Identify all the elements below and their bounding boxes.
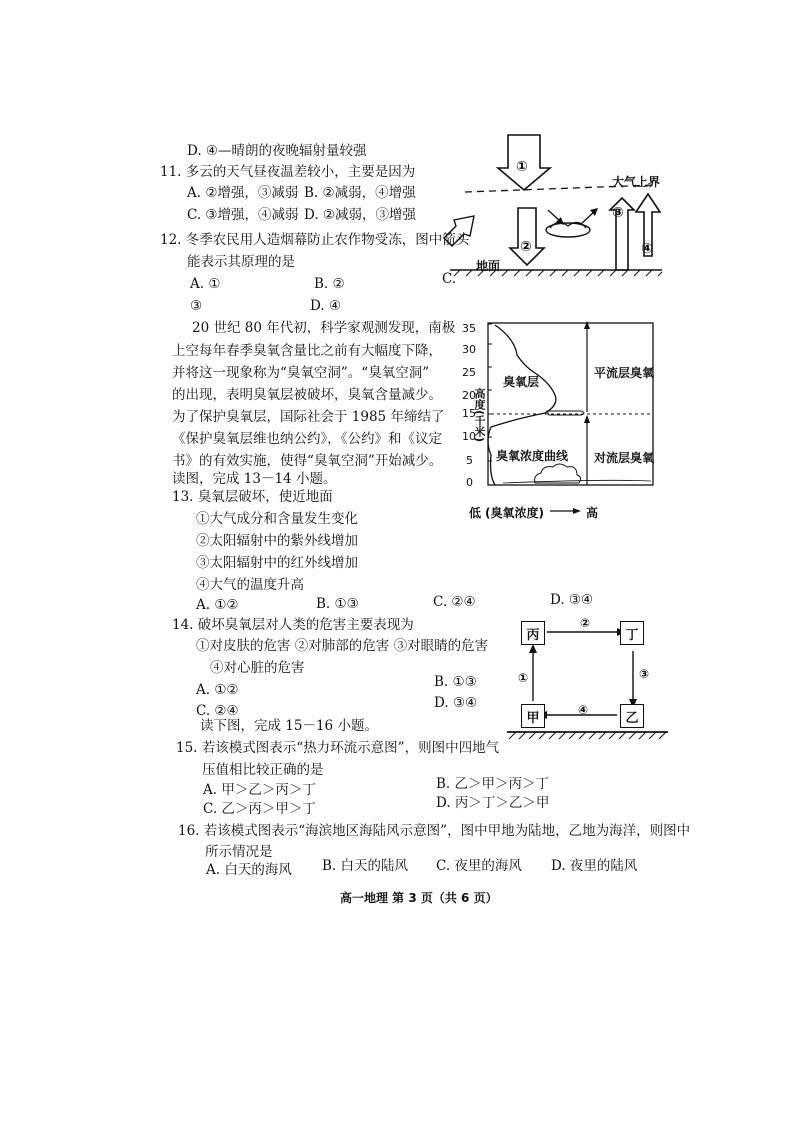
read-instruction-15-16: 读下图，完成 15－16 小题。 [200, 718, 378, 734]
q15-stem-line1: 15. 若该模式图表示“热力环流示意图”，则图中四地气 [176, 740, 500, 756]
node-jia: 甲 [521, 704, 545, 728]
q13-item-2: ②太阳辐射中的紫外线增加 [196, 533, 358, 549]
y-tick-15: 15 [462, 407, 476, 420]
q15-option-c: C. 乙＞丙＞甲＞丁 [203, 801, 316, 817]
q13-item-4: ④大气的温度升高 [196, 577, 304, 593]
y-tick-20: 20 [462, 389, 476, 402]
y-tick-35: 35 [462, 322, 476, 335]
q12-option-a: A. ① [190, 276, 221, 292]
q14-line1: ①对皮肤的危害 ②对肺部的危害 ③对眼睛的危害 [196, 638, 489, 654]
ozone-curve-label: 臭氧浓度曲线 [496, 449, 569, 463]
q11-option-a: A. ②增强，③减弱 [187, 185, 299, 201]
passage-line-2: 上空每年春季臭氧含量比之前有大幅度下降， [172, 343, 442, 359]
q15-option-b: B. 乙＞甲＞丙＞丁 [436, 776, 550, 792]
arrow-2-label: ② [520, 239, 532, 255]
q15-option-a: A. 甲＞乙＞丙＞丁 [203, 782, 316, 798]
node-bing: 丙 [521, 621, 545, 645]
node-ding: 丁 [620, 621, 644, 645]
q16-option-c: C. 夜里的海风 [436, 858, 522, 874]
stratosphere-ozone-label: 平流层臭氧 [594, 366, 655, 380]
q13-stem: 13. 臭氧层破坏，使近地面 [172, 489, 333, 505]
q13-option-c: C. ②④ [433, 594, 476, 610]
node-yi: 乙 [620, 704, 644, 728]
y-tick-0: 0 [466, 476, 473, 489]
circulation-arrow-2-label: ② [580, 616, 591, 630]
q14-option-d: D. ③④ [434, 695, 478, 711]
passage-line-8: 读图，完成 13－14 小题。 [172, 471, 337, 487]
y-tick-5: 5 [466, 454, 473, 467]
q16-stem-line2: 所示情况是 [205, 844, 273, 860]
q11-option-b: B. ②减弱，④增强 [304, 185, 416, 201]
q16-stem-line1: 16. 若该模式图表示“海滨地区海陆风示意图”，图中甲地为陆地，乙地为海洋，则图中 [178, 823, 691, 839]
q14-stem: 14. 破坏臭氧层对人类的危害主要表现为 [172, 617, 414, 633]
arrow-1-label: ① [516, 159, 528, 175]
troposphere-ozone-label: 对流层臭氧 [594, 451, 655, 465]
q13-option-a: A. ①② [196, 597, 239, 613]
ozone-layer-label: 臭氧层 [503, 375, 540, 389]
q13-item-1: ①大气成分和含量发生变化 [196, 511, 358, 527]
q15-stem-line2: 压值相比较正确的是 [202, 762, 324, 778]
y-tick-25: 25 [462, 366, 476, 379]
circulation-arrow-4-label: ④ [578, 703, 589, 717]
page-footer: 高一地理 第 3 页（共 6 页） [340, 891, 498, 905]
passage-line-4: 的出现，表明臭氧层被破坏，臭氧含量减少。 [172, 387, 442, 403]
q16-option-a: A. 白天的海风 [206, 862, 292, 878]
q12-option-d: D. ④ [310, 298, 342, 314]
y-tick-30: 30 [462, 343, 476, 356]
q16-option-b: B. 白天的陆风 [322, 858, 409, 874]
ozone-diagram [455, 315, 665, 525]
q13-item-3: ③太阳辐射中的红外线增加 [196, 555, 358, 571]
q12-stem-line2: 能表示其原理的是 [187, 254, 295, 270]
q14-option-a: A. ①② [196, 682, 239, 698]
atmosphere-top-label: 大气上界 [612, 175, 661, 189]
passage-line-7: 书》的有效实施，使得“臭氧空洞”开始减少。 [172, 453, 443, 469]
q13-option-d: D. ③④ [550, 592, 594, 608]
x-axis-low: 低 [469, 506, 482, 520]
q16-option-d: D. 夜里的陆风 [551, 858, 638, 874]
passage-line-1: 20 世纪 80 年代初，科学家观测发现，南极 [192, 320, 456, 336]
q13-option-b: B. ①③ [316, 596, 359, 612]
circulation-arrow-3-label: ③ [639, 667, 650, 681]
q14-option-b: B. ①③ [434, 674, 477, 690]
q14-option-c: C. ②④ [196, 703, 239, 719]
q12-stem-line1: 12. 冬季农民用人造烟幕防止农作物受冻，图中箭头 [160, 232, 470, 248]
q12-option-c-value: ③ [190, 298, 203, 314]
q10-option-d: D. ④—晴朗的夜晚辐射量较强 [187, 143, 367, 159]
circulation-arrow-1-label: ① [518, 671, 529, 685]
q11-option-c: C. ③增强，④减弱 [187, 207, 299, 223]
ground-label: 地面 [476, 259, 501, 273]
q12-option-c-label: C. [442, 271, 457, 287]
radiation-diagram [440, 130, 670, 280]
y-axis-label: 高度(千米) [473, 388, 486, 443]
y-tick-10: 10 [462, 430, 476, 443]
passage-line-5: 为了保护臭氧层，国际社会于 1985 年缔结了 [172, 409, 445, 425]
passage-line-3: 并将这一现象称为“臭氧空洞”。“臭氧空洞” [172, 365, 430, 381]
x-axis-high: 高 [586, 506, 599, 520]
ground-cloud-shape [535, 464, 581, 483]
q11-option-d: D. ②减弱，③增强 [304, 207, 417, 223]
arrow-3-label: ③ [612, 205, 624, 221]
q14-line2: ④对心脏的危害 [210, 660, 305, 676]
q12-option-b: B. ② [314, 276, 345, 292]
passage-line-6: 《保护臭氧层维也纳公约》，《公约》和《议定 [172, 431, 442, 447]
q11-stem: 11. 多云的天气昼夜温差较小，主要是因为 [160, 164, 416, 180]
x-axis-label: (臭氧浓度) [485, 506, 544, 520]
left-arrow-shape [444, 216, 474, 246]
arrow-2-shape [510, 208, 544, 265]
arrow-4-label: ④ [641, 241, 653, 257]
q15-option-d: D. 丙＞丁＞乙＞甲 [436, 795, 550, 811]
